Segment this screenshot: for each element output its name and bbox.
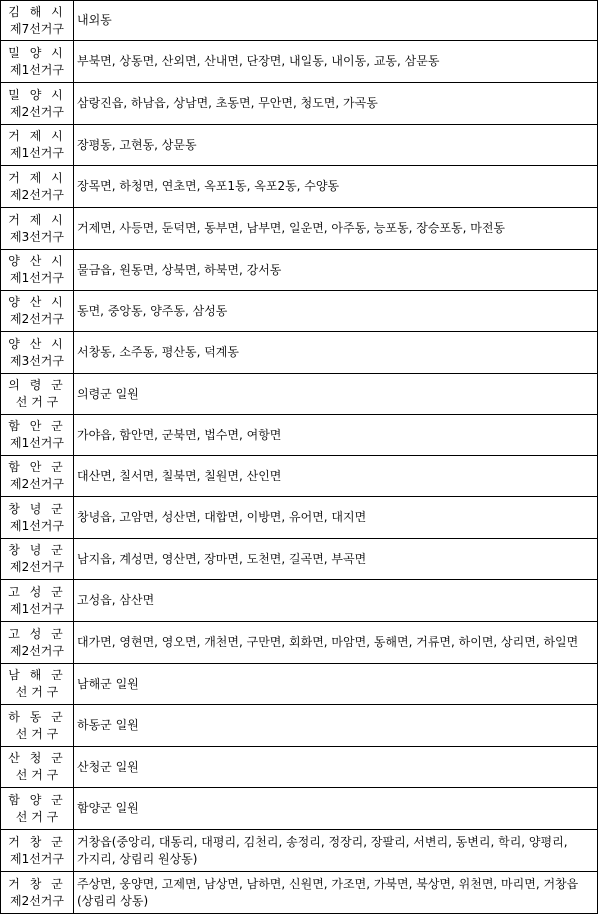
table-row xyxy=(1,497,598,539)
district-areas-cell: 남지읍, 계성면, 영산면, 장마면, 도천면, 길곡면, 부곡면 xyxy=(74,539,598,580)
district-number-label: 제2선거구 xyxy=(9,477,64,491)
table-row xyxy=(1,1,598,41)
table-row xyxy=(1,415,598,456)
district-number-label: 제7선거구 xyxy=(9,21,64,36)
district-name-cell xyxy=(1,415,74,456)
district-name-cell xyxy=(1,374,74,415)
district-region-label: 산 청 군 xyxy=(8,751,66,765)
table-row xyxy=(1,166,598,208)
table-row xyxy=(1,208,598,250)
district-number-label: 제1선거구 xyxy=(9,62,64,77)
district-number-label: 제1선거구 xyxy=(9,851,64,866)
district-name-cell xyxy=(1,125,74,166)
district-name-cell xyxy=(1,291,74,332)
district-number-label: 제2선거구 xyxy=(9,643,64,658)
table-row xyxy=(1,539,598,580)
table-row xyxy=(1,332,598,374)
district-number-label: 선 거 구 xyxy=(15,685,59,699)
table-row xyxy=(1,622,598,664)
table-row xyxy=(1,664,598,705)
district-number-label: 선 거 구 xyxy=(15,726,59,741)
district-areas-cell: 거창읍(중앙리, 대동리, 대평리, 김천리, 송정리, 정장리, 장팔리, 서변리, 동변리, 학리, 양평리, 가지리, 상림리 원상동) xyxy=(74,830,598,872)
table-row xyxy=(1,747,598,788)
district-region-label: 남 해 군 xyxy=(8,668,66,682)
district-name-cell xyxy=(1,664,74,705)
district-name-cell xyxy=(1,539,74,580)
district-name-cell xyxy=(1,456,74,497)
district-number-label: 제2선거구 xyxy=(9,893,64,908)
district-areas-cell: 동면, 중앙동, 양주동, 삼성동 xyxy=(74,291,598,332)
district-areas-cell: 장평동, 고현동, 상문동 xyxy=(74,125,598,166)
table-row xyxy=(1,250,598,291)
district-number-label: 제1선거구 xyxy=(9,601,64,616)
district-areas-cell: 삼랑진읍, 하남읍, 상남면, 초동면, 무안면, 청도면, 가곡동 xyxy=(74,83,598,125)
district-number-label: 선 거 구 xyxy=(15,768,59,782)
district-name-cell xyxy=(1,747,74,788)
district-name-cell xyxy=(1,41,74,83)
district-name-cell xyxy=(1,788,74,830)
district-region-label: 거 제 시 xyxy=(8,170,66,185)
district-name-cell xyxy=(1,332,74,374)
district-areas-cell: 함양군 일원 xyxy=(74,788,598,830)
district-region-label: 함 양 군 xyxy=(8,792,66,807)
district-number-label: 선 거 구 xyxy=(15,395,59,409)
district-areas-cell: 서창동, 소주동, 평산동, 덕계동 xyxy=(74,332,598,374)
district-region-label: 고 성 군 xyxy=(8,584,66,599)
district-areas-cell: 물금읍, 원동면, 상북면, 하북면, 강서동 xyxy=(74,250,598,291)
district-region-label: 밀 양 시 xyxy=(8,87,66,102)
district-number-label: 제2선거구 xyxy=(9,187,64,202)
district-name-cell xyxy=(1,1,74,41)
district-region-label: 함 안 군 xyxy=(8,460,66,474)
district-name-cell xyxy=(1,166,74,208)
table-row xyxy=(1,374,598,415)
district-number-label: 제2선거구 xyxy=(9,104,64,119)
district-name-cell xyxy=(1,208,74,250)
district-number-label: 제1선거구 xyxy=(9,271,64,285)
district-areas-cell: 내외동 xyxy=(74,1,598,41)
district-region-label: 고 성 군 xyxy=(8,626,66,641)
district-number-label: 제2선거구 xyxy=(9,312,64,326)
district-areas-cell: 주상면, 웅양면, 고제면, 남상면, 남하면, 신원면, 가조면, 가북면, 북상면, 위천면, 마리면, 거창읍(상림리 상동) xyxy=(74,872,598,914)
district-region-label: 함 안 군 xyxy=(8,419,66,433)
district-areas-cell: 의령군 일원 xyxy=(74,374,598,415)
district-region-label: 창 녕 군 xyxy=(8,543,66,557)
table-row xyxy=(1,705,598,747)
district-name-cell xyxy=(1,830,74,872)
district-areas-cell: 창녕읍, 고암면, 성산면, 대합면, 이방면, 유어면, 대지면 xyxy=(74,497,598,539)
district-region-label: 양 산 시 xyxy=(8,295,66,309)
table-row xyxy=(1,291,598,332)
district-region-label: 양 산 시 xyxy=(8,254,66,268)
district-name-cell xyxy=(1,705,74,747)
district-name-cell xyxy=(1,83,74,125)
district-areas-cell: 장목면, 하청면, 연초면, 옥포1동, 옥포2동, 수양동 xyxy=(74,166,598,208)
district-areas-cell: 산청군 일원 xyxy=(74,747,598,788)
district-number-label: 제1선거구 xyxy=(9,146,64,160)
district-number-label: 제2선거구 xyxy=(9,560,64,574)
district-number-label: 제1선거구 xyxy=(9,518,64,533)
district-number-label: 제1선거구 xyxy=(9,436,64,450)
table-row xyxy=(1,580,598,622)
table-row xyxy=(1,872,598,914)
table-row xyxy=(1,456,598,497)
district-areas-cell: 부북면, 상동면, 산외면, 산내면, 단장면, 내일동, 내이동, 교동, 삼문동 xyxy=(74,41,598,83)
district-areas-cell: 남해군 일원 xyxy=(74,664,598,705)
district-region-label: 창 녕 군 xyxy=(8,501,66,516)
district-areas-cell: 거제면, 사등면, 둔덕면, 동부면, 남부면, 일운면, 아주동, 능포동, 장승포동, 마전동 xyxy=(74,208,598,250)
district-region-label: 거 창 군 xyxy=(8,876,66,891)
district-name-cell xyxy=(1,497,74,539)
district-region-label: 하 동 군 xyxy=(8,709,66,724)
district-areas-cell: 가야읍, 함안면, 군북면, 법수면, 여항면 xyxy=(74,415,598,456)
district-region-label: 거 제 시 xyxy=(8,129,66,143)
district-region-label: 의 령 군 xyxy=(8,378,66,392)
district-name-cell xyxy=(1,622,74,664)
district-region-label: 거 제 시 xyxy=(8,212,66,227)
district-areas-cell: 고성읍, 삼산면 xyxy=(74,580,598,622)
district-name-cell xyxy=(1,872,74,914)
table-row xyxy=(1,830,598,872)
district-number-label: 제3선거구 xyxy=(9,229,64,244)
district-areas-cell: 하동군 일원 xyxy=(74,705,598,747)
district-region-label: 밀 양 시 xyxy=(8,45,66,60)
district-region-label: 양 산 시 xyxy=(8,336,66,351)
district-name-cell xyxy=(1,580,74,622)
district-region-label: 김 해 시 xyxy=(8,4,66,19)
table-row xyxy=(1,83,598,125)
table-row xyxy=(1,788,598,830)
district-areas-cell: 대가면, 영현면, 영오면, 개천면, 구만면, 회화면, 마암면, 동해면, 거류면, 하이면, 상리면, 하일면 xyxy=(74,622,598,664)
table-row xyxy=(1,125,598,166)
district-areas-cell: 대산면, 칠서면, 칠북면, 칠원면, 산인면 xyxy=(74,456,598,497)
table-body xyxy=(1,1,598,914)
district-number-label: 제3선거구 xyxy=(9,353,64,368)
district-name-cell xyxy=(1,250,74,291)
district-number-label: 선 거 구 xyxy=(15,809,59,824)
district-region-label: 거 창 군 xyxy=(8,834,66,849)
table-row xyxy=(1,41,598,83)
